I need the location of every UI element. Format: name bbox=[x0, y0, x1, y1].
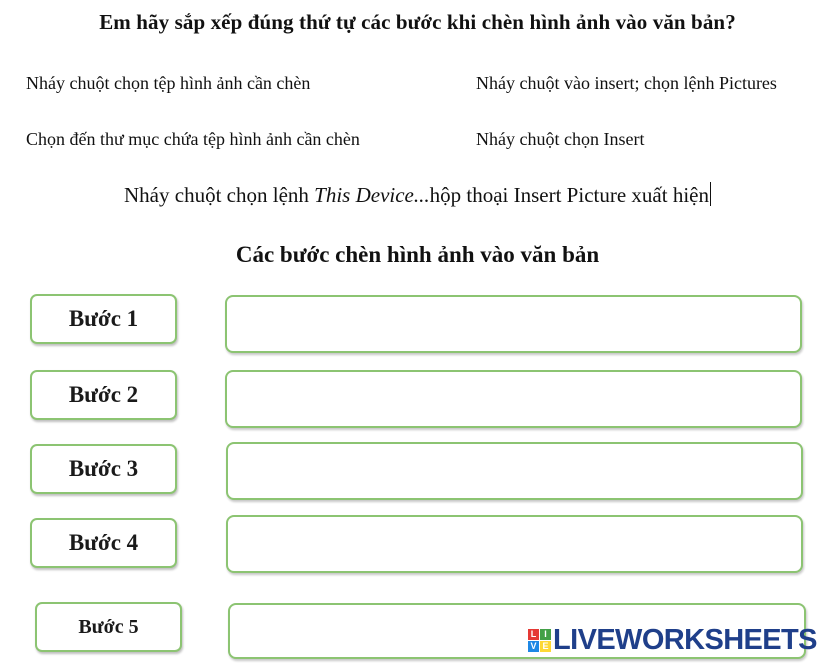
step-1-drop-zone[interactable] bbox=[225, 295, 802, 353]
logo-letter-l: L bbox=[528, 629, 539, 640]
step-4-label: Bước 4 bbox=[30, 518, 177, 568]
logo-text: LIVEWORKSHEETS bbox=[553, 624, 817, 656]
section-title: Các bước chèn hình ảnh vào văn bản bbox=[235, 242, 600, 267]
step-3-label: Bước 3 bbox=[30, 444, 177, 494]
option-text-after: hộp thoại Insert Picture xuất hiện bbox=[429, 183, 709, 207]
drag-option-select-image-file[interactable]: Nháy chuột chọn tệp hình ảnh cần chèn bbox=[26, 73, 311, 93]
drag-option-choose-folder[interactable]: Chọn đến thư mục chứa tệp hình ảnh cần chèn bbox=[26, 129, 360, 149]
step-5-label: Bước 5 bbox=[35, 602, 182, 652]
logo-letter-e: E bbox=[540, 641, 551, 652]
drag-option-insert-pictures[interactable]: Nháy chuột vào insert; chọn lệnh Pictures bbox=[476, 73, 777, 93]
drag-option-click-insert[interactable]: Nháy chuột chọn Insert bbox=[476, 129, 645, 149]
question-title: Em hãy sắp xếp đúng thứ tự các bước khi chèn hình ảnh vào văn bản? bbox=[99, 10, 736, 34]
step-3-drop-zone[interactable] bbox=[226, 442, 803, 500]
option-text-before: Nháy chuột chọn lệnh bbox=[124, 183, 315, 207]
step-2-drop-zone[interactable] bbox=[225, 370, 802, 428]
drag-option-this-device[interactable] bbox=[0, 182, 835, 208]
option-text-italic: This Device... bbox=[314, 183, 430, 207]
step-2-label: Bước 2 bbox=[30, 370, 177, 420]
liveworksheets-logo bbox=[528, 626, 817, 655]
logo-live-icon bbox=[528, 629, 551, 652]
step-4-drop-zone[interactable] bbox=[226, 515, 803, 573]
logo-letter-v: V bbox=[528, 641, 539, 652]
step-1-label: Bước 1 bbox=[30, 294, 177, 344]
logo-letter-i: I bbox=[540, 629, 551, 640]
text-caret bbox=[710, 182, 711, 206]
